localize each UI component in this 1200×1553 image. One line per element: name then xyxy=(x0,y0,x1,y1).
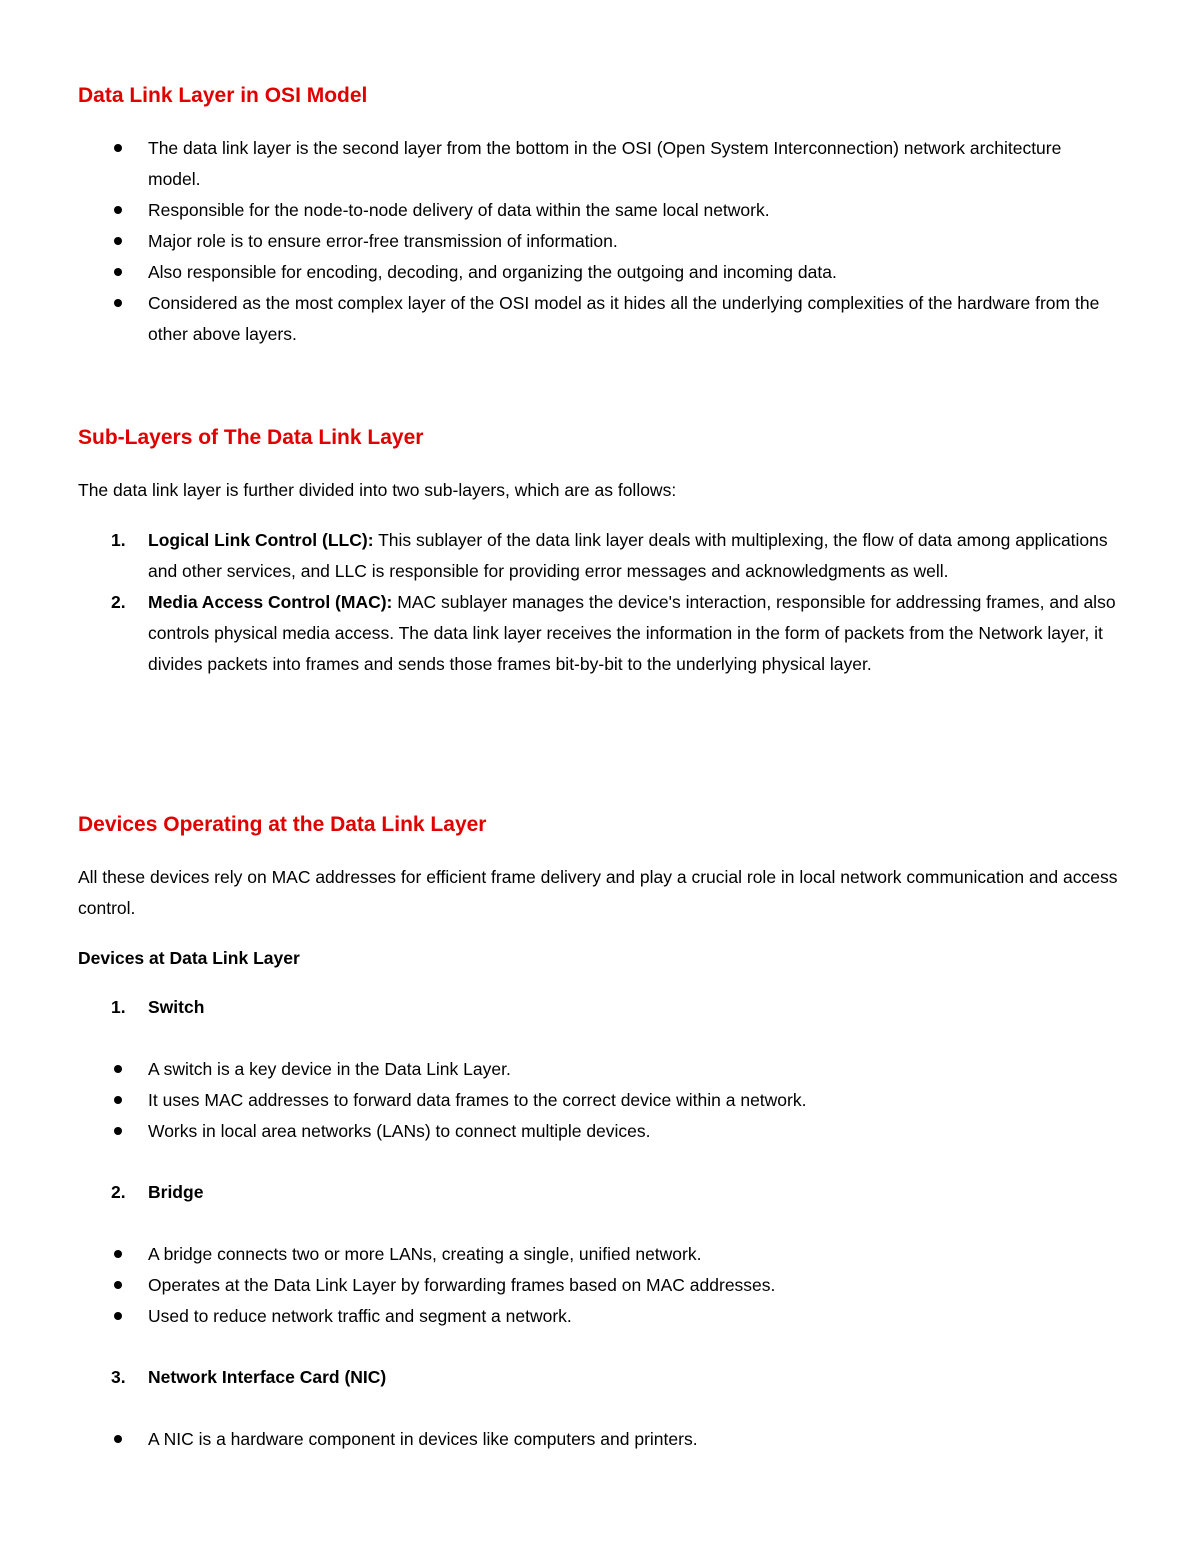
list-item xyxy=(0,587,1118,680)
list-item: The data link layer is the second layer from the bottom in the OSI (Open System Interconnection) network architecture model. xyxy=(0,133,1118,195)
list-item: Operates at the Data Link Layer by forwarding frames based on MAC addresses. xyxy=(0,1270,1118,1301)
list-item: Also responsible for encoding, decoding, and organizing the outgoing and incoming data. xyxy=(0,257,1118,288)
bullet-icon xyxy=(114,1435,122,1443)
list-item: Used to reduce network traffic and segment a network. xyxy=(0,1301,1118,1332)
section-heading-sub-layers: Sub-Layers of The Data Link Layer xyxy=(78,426,424,449)
item-number: 1. xyxy=(111,530,126,550)
sub-layers-intro: The data link layer is further divided into two sub-layers, which are as follows: xyxy=(78,480,677,500)
bridge-bullet-list xyxy=(0,1239,1118,1332)
list-item: Considered as the most complex layer of the OSI model as it hides all the underlying complexities of the hardware from the other above layers. xyxy=(0,288,1118,350)
bullet-icon xyxy=(114,144,122,152)
item-term: Media Access Control (MAC): xyxy=(148,592,393,612)
list-item xyxy=(0,525,1118,587)
item-text: This sublayer of the data link layer deals with multiplexing, the flow of data among applications and other services, and LLC is responsible for providing error messages and acknowledgments as well. xyxy=(148,530,1108,581)
list-item: It uses MAC addresses to forward data frames to the correct device within a network. xyxy=(0,1085,1118,1116)
bullet-icon xyxy=(114,1127,122,1135)
bullet-icon xyxy=(114,1312,122,1320)
section-heading-osi-model: Data Link Layer in OSI Model xyxy=(78,84,368,107)
list-item: Major role is to ensure error-free transmission of information. xyxy=(0,226,1118,257)
device-heading-bridge: 2. Bridge xyxy=(111,1182,204,1202)
bullet-icon xyxy=(114,268,122,276)
section-heading-devices: Devices Operating at the Data Link Layer xyxy=(78,813,487,836)
list-item: A NIC is a hardware component in devices like computers and printers. xyxy=(0,1424,1118,1455)
bullet-icon xyxy=(114,1250,122,1258)
item-text: MAC sublayer manages the device's interaction, responsible for addressing frames, and also controls physical media access. The data link layer receives the information in the form of packets from the Network layer, it divides packets into frames and sends those frames bit-by-bit to the underlying physical layer. xyxy=(148,592,1116,674)
switch-bullet-list xyxy=(0,1054,1118,1147)
bullet-icon xyxy=(114,206,122,214)
bullet-icon xyxy=(114,1096,122,1104)
bullet-icon xyxy=(114,299,122,307)
osi-bullet-list xyxy=(0,133,1118,350)
devices-intro: All these devices rely on MAC addresses for efficient frame delivery and play a crucial role in local network communication and access control. xyxy=(78,867,1118,918)
device-heading-nic: 3. Network Interface Card (NIC) xyxy=(111,1367,387,1387)
list-item: Responsible for the node-to-node delivery of data within the same local network. xyxy=(0,195,1118,226)
item-term: Logical Link Control (LLC): xyxy=(148,530,374,550)
sub-layers-list xyxy=(0,525,1118,680)
list-item: Works in local area networks (LANs) to connect multiple devices. xyxy=(0,1116,1118,1147)
list-item: A switch is a key device in the Data Link Layer. xyxy=(0,1054,1118,1085)
item-number: 2. xyxy=(111,592,126,612)
list-item: A bridge connects two or more LANs, creating a single, unified network. xyxy=(0,1239,1118,1270)
nic-bullet-list xyxy=(0,1424,1118,1455)
bullet-icon xyxy=(114,1065,122,1073)
devices-subheading: Devices at Data Link Layer xyxy=(78,948,300,968)
bullet-icon xyxy=(114,237,122,245)
bullet-icon xyxy=(114,1281,122,1289)
device-heading-switch: 1. Switch xyxy=(111,997,205,1017)
